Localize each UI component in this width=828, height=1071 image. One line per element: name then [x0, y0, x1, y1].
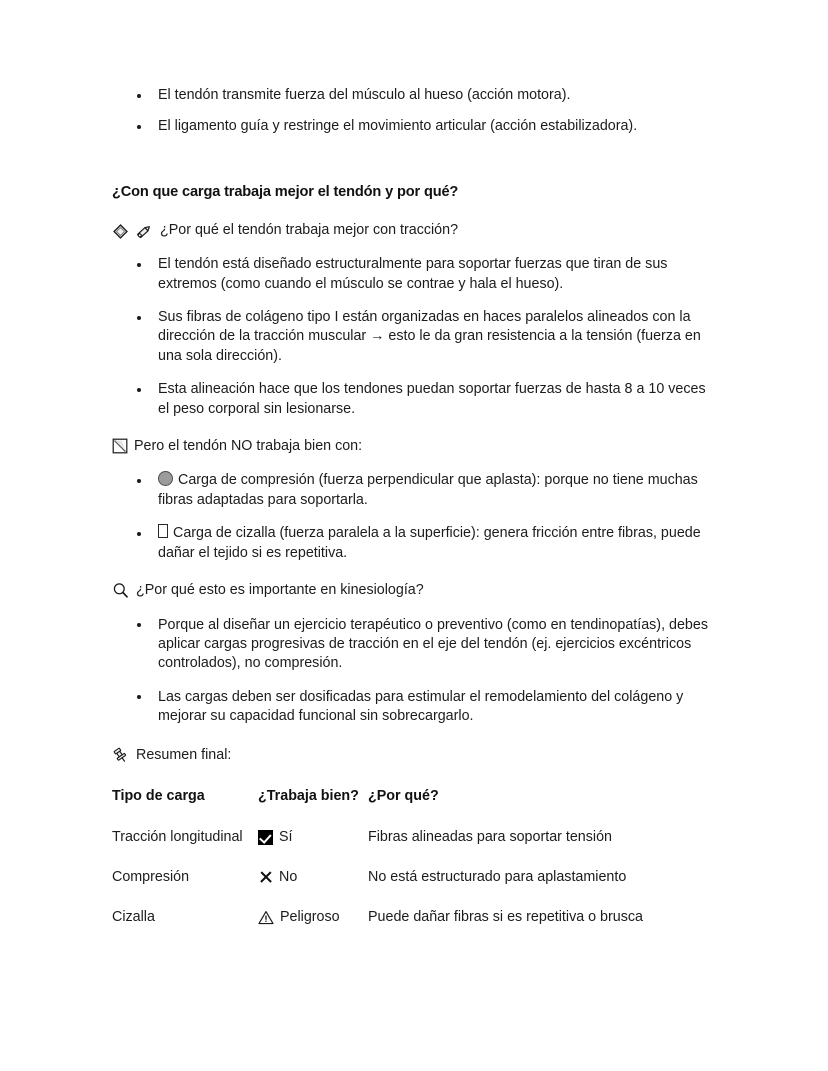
chart-decreasing-icon — [112, 438, 128, 454]
bullet-dot-icon — [137, 125, 141, 129]
bullet-dot-icon — [137, 316, 141, 320]
no-trabaja-bullet-list — [112, 471, 712, 563]
list-item-text: El tendón transmite fuerza del músculo al hueso (acción motora). — [158, 87, 571, 103]
list-item — [112, 117, 712, 136]
list-item — [112, 524, 712, 563]
list-item-text: Carga de compresión (fuerza perpendicular que aplasta): porque no tiene muchas fibras adaptadas para soportarla. — [158, 472, 698, 508]
table-header-row — [112, 787, 677, 828]
cell-tipo: Tracción longitudinal — [112, 828, 243, 845]
subsection-no-trabaja-title-row — [112, 437, 712, 456]
pencil-icon — [135, 223, 153, 240]
document-body — [112, 86, 712, 927]
list-item — [112, 86, 712, 105]
cell-tipo: Cizalla — [112, 908, 155, 925]
cell-porque: Fibras alineadas para soportar tensión — [368, 828, 612, 845]
list-item — [112, 688, 712, 727]
column-header-tipo: Tipo de carga — [112, 787, 205, 804]
summary-table — [112, 787, 677, 927]
magnifier-icon — [112, 582, 129, 599]
subsection-traccion-title: ¿Por qué el tendón trabaja mejor con tracción? — [160, 221, 459, 238]
list-item — [112, 616, 712, 674]
list-item-text: Las cargas deben ser dosificadas para estimular el remodelamiento del colágeno y mejorar su capacidad funcional sin sobrecargarlo. — [158, 688, 684, 725]
bullet-dot-icon — [137, 532, 141, 536]
list-item — [112, 255, 712, 294]
column-header-porque: ¿Por qué? — [368, 787, 439, 804]
cell-trabaja — [258, 908, 368, 927]
gray-disc-icon — [158, 471, 173, 486]
list-item — [112, 471, 712, 510]
section-heading: ¿Con que carga trabaja mejor el tendón y por qué? — [112, 183, 459, 200]
table-row — [112, 828, 677, 868]
summary-title-row — [112, 746, 712, 765]
subsection-kinesiologia-title: ¿Por qué esto es importante en kinesiología? — [136, 582, 424, 599]
kinesiologia-bullet-list — [112, 616, 712, 727]
cell-trabaja-label: No — [279, 868, 298, 885]
summary-title: Resumen final: — [136, 746, 232, 763]
cell-trabaja-label: Peligroso — [280, 908, 340, 925]
cell-trabaja — [258, 868, 368, 908]
bullet-dot-icon — [137, 94, 141, 98]
x-mark-icon — [258, 870, 273, 885]
list-item-text: Carga de cizalla (fuerza paralela a la superficie): genera fricción entre fibras, puede dañar el tejido si es repetitiva. — [158, 525, 701, 561]
column-header-trabaja: ¿Trabaja bien? — [258, 787, 359, 804]
cell-trabaja-label: Sí — [279, 828, 293, 845]
table-row — [112, 908, 677, 927]
bullet-dot-icon — [137, 263, 141, 267]
list-item-text: El ligamento guía y restringe el movimiento articular (acción estabilizadora). — [158, 118, 638, 135]
intro-bullet-list — [112, 86, 712, 137]
cell-porque: No está estructurado para aplastamiento — [368, 868, 627, 885]
cell-trabaja — [258, 828, 368, 868]
gem-icon — [112, 223, 129, 240]
missing-glyph-box-icon — [158, 524, 168, 538]
bullet-dot-icon — [137, 479, 141, 483]
subsection-no-trabaja-title: Pero el tendón NO trabaja bien con: — [134, 438, 363, 455]
pushpin-icon — [112, 747, 129, 764]
list-item — [112, 380, 712, 419]
list-item — [112, 308, 712, 366]
warning-triangle-icon — [258, 910, 274, 925]
table-row — [112, 868, 677, 908]
list-item-text: Porque al diseñar un ejercicio terapéutico o preventivo (como en tendinopatías), debes aplicar cargas progresivas de tracción en el eje del tendón (ej. ejercicios excéntricos controlados), no compresión. — [158, 616, 708, 672]
list-item-text: Esta alineación hace que los tendones puedan soportar fuerzas de hasta 8 a 10 veces el peso corporal sin lesionarse. — [158, 381, 706, 417]
subsection-kinesiologia-title-row — [112, 581, 712, 600]
cell-porque: Puede dañar fibras si es repetitiva o brusca — [368, 908, 643, 925]
bullet-dot-icon — [137, 623, 141, 627]
traccion-bullet-list — [112, 255, 712, 419]
bullet-dot-icon — [137, 695, 141, 699]
list-item-text: Sus fibras de colágeno tipo I están organizadas en haces paralelos alineados con la dirección de la tracción muscular → esto le da gran resistencia a la tensión (fuerza en una sola dirección). — [158, 309, 701, 364]
checkbox-checked-icon — [258, 830, 273, 845]
cell-tipo: Compresión — [112, 868, 190, 885]
list-item-text: El tendón está diseñado estructuralmente para soportar fuerzas que tiran de sus extremos (como cuando el músculo se contrae y hala el hueso). — [158, 256, 668, 292]
subsection-traccion-title-row — [112, 221, 712, 240]
bullet-dot-icon — [137, 388, 141, 392]
